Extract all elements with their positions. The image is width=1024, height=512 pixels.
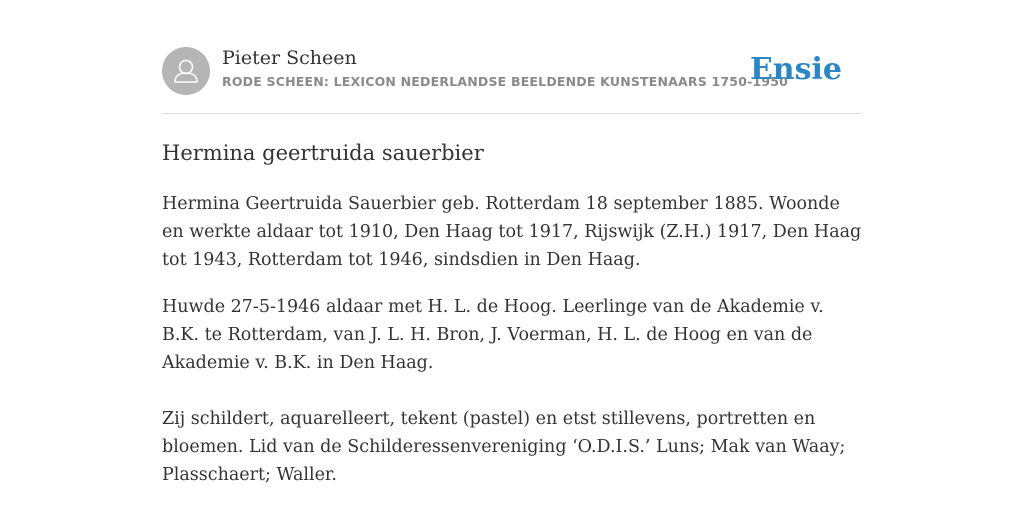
article-paragraph: Zij schildert, aquarelleert, tekent (pastel) en etst stillevens, portretten en bloemen. Lid van de Schilderessenvereniging ‘O.D.I.S.’ Luns; Mak van Waay; Plasschaert; Waller.: [162, 409, 846, 485]
person-outline-icon: [162, 47, 210, 95]
source-title[interactable]: RODE SCHEEN: LEXICON NEDERLANDSE BEELDENDE KUNSTENAARS 1750-1950: [222, 74, 789, 89]
article-title: Hermina geertruida sauerbier: [162, 141, 484, 165]
ensie-logo[interactable]: Ensie: [749, 52, 842, 87]
entry-header: [162, 46, 862, 96]
header-divider: [162, 113, 862, 114]
user-avatar-icon[interactable]: [162, 47, 210, 95]
article-paragraph: Huwde 27-5-1946 aldaar met H. L. de Hoog. Leerlinge van de Akademie v. B.K. te Rotterdam, van J. L. H. Bron, J. Voerman, H. L. de Hoog en van de Akademie v. B.K. in Den Haag.: [162, 297, 824, 373]
article-paragraph: Hermina Geertruida Sauerbier geb. Rotterdam 18 september 1885. Woonde en werkte aldaar tot 1910, Den Haag tot 1917, Rijswijk (Z.H.) 1917, Den Haag tot 1943, Rotterdam tot 1946, sindsdien in Den Haag.: [162, 194, 862, 270]
author-name[interactable]: Pieter Scheen: [222, 47, 357, 69]
